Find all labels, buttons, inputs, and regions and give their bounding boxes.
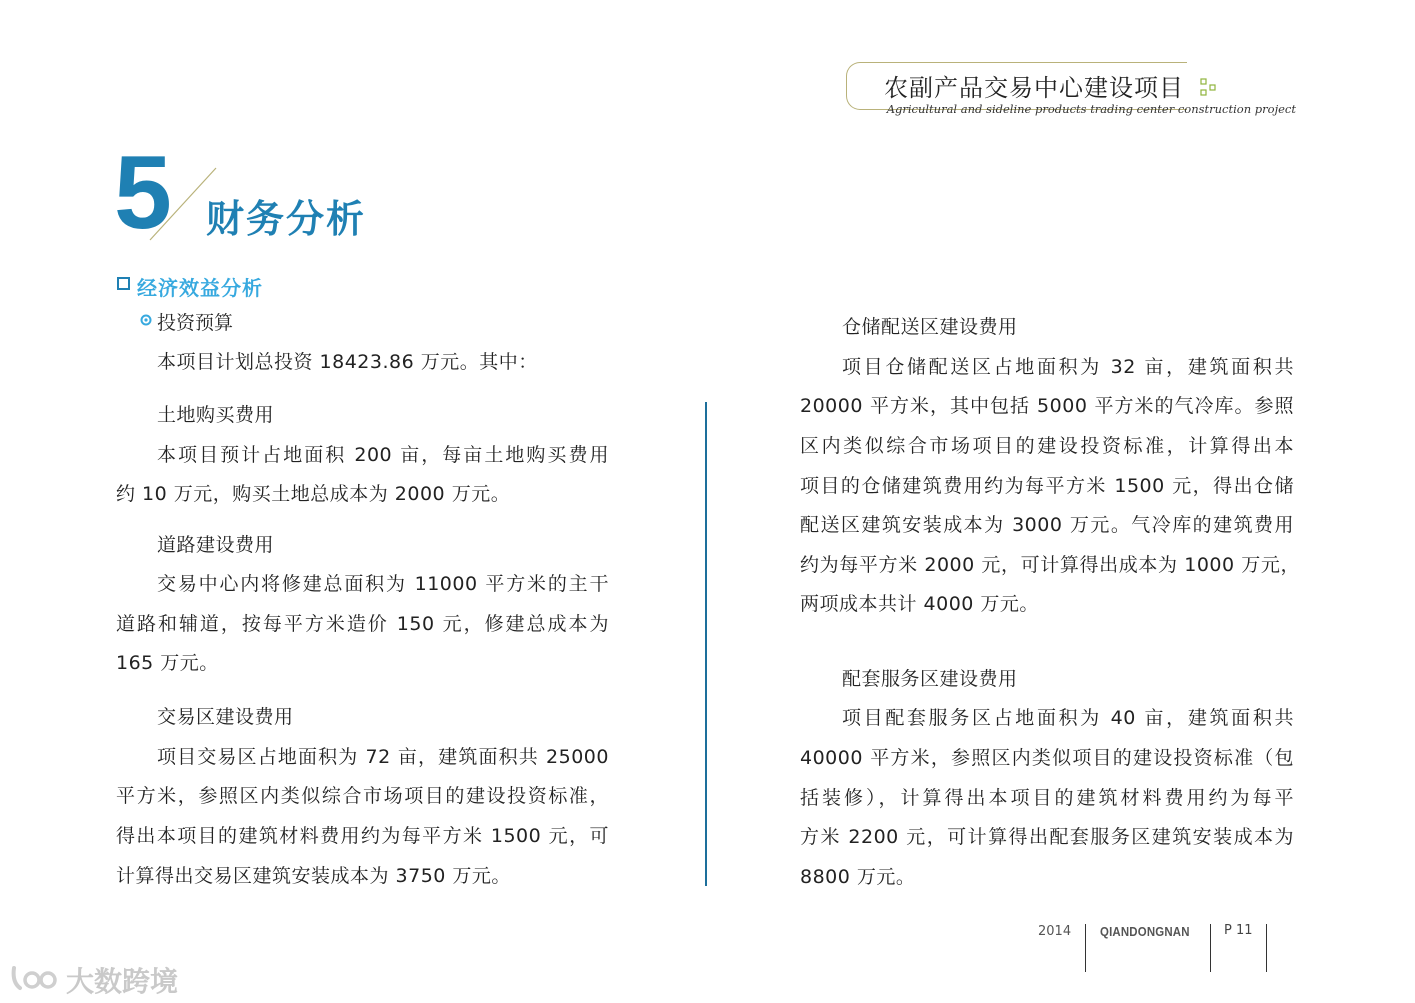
watermark-text: 大数跨境 (66, 965, 179, 998)
footer-divider (1085, 924, 1086, 972)
service-heading: 配套服务区建设费用 (842, 668, 1018, 690)
intro-paragraph: 本项目计划总投资 18423.86 万元。其中： (157, 351, 538, 373)
header-subtitle: Agricultural and sideline products trading center construction project (886, 102, 1296, 116)
header-title: 农副产品交易中心建设项目 (884, 74, 1184, 102)
footer-year: 2014 (1038, 924, 1072, 939)
land-line-1: 本项目预计占地面积 200 亩，每亩土地购买费用 (157, 444, 609, 466)
storage-line-1: 项目仓储配送区占地面积为 32 亩，建筑面积共 (842, 356, 1294, 378)
watermark-logo-icon (10, 962, 62, 994)
trade-line-3: 得出本项目的建筑材料费用约为每平方米 1500 元，可 (116, 825, 609, 847)
service-line-5: 8800 万元。 (800, 866, 916, 888)
trade-line-2: 平方米，参照区内类似综合市场项目的建设投资标准， (116, 785, 609, 807)
service-line-2: 40000 平方米，参照区内类似项目的建设投资标准（包 (800, 747, 1294, 769)
ring-bullet-icon (140, 314, 152, 326)
road-line-3: 165 万元。 (116, 652, 219, 674)
storage-line-7: 两项成本共计 4000 万元。 (800, 593, 1039, 615)
storage-heading: 仓储配送区建设费用 (842, 316, 1018, 338)
chapter-number: 5 (114, 135, 172, 251)
land-line-2: 约 10 万元，购买土地总成本为 2000 万元。 (116, 483, 511, 505)
road-heading: 道路建设费用 (157, 534, 275, 556)
footer-divider (1210, 924, 1211, 972)
service-line-3: 括装修），计算得出本项目的建筑材料费用约为每平 (800, 787, 1294, 809)
subsection-title: 投资预算 (157, 312, 234, 334)
footer-brand: QIANDONGNAN (1100, 924, 1190, 939)
storage-line-6: 约为每平方米 2000 元，可计算得出成本为 1000 万元， (800, 554, 1300, 576)
storage-line-2: 20000 平方米，其中包括 5000 平方米的气冷库。参照 (800, 395, 1294, 417)
storage-line-4: 项目的仓储建筑费用约为每平方米 1500 元，得出仓储 (800, 475, 1294, 497)
footer-divider (1266, 924, 1267, 972)
chapter-title: 财务分析 (206, 197, 367, 241)
section-title: 经济效益分析 (137, 276, 263, 300)
storage-line-3: 区内类似综合市场项目的建设投资标准，计算得出本 (800, 435, 1294, 457)
page-number: P 11 (1224, 923, 1253, 938)
trade-heading: 交易区建设费用 (157, 706, 294, 728)
land-heading: 土地购买费用 (157, 404, 275, 426)
service-line-1: 项目配套服务区占地面积为 40 亩，建筑面积共 (842, 707, 1294, 729)
trade-line-1: 项目交易区占地面积为 72 亩，建筑面积共 25000 (157, 746, 609, 768)
road-line-1: 交易中心内将修建总面积为 11000 平方米的主干 (157, 573, 609, 595)
trade-line-4: 计算得出交易区建筑安装成本为 3750 万元。 (116, 865, 511, 887)
road-line-2: 道路和辅道，按每平方米造价 150 元，修建总成本为 (116, 613, 609, 635)
column-divider (705, 402, 707, 886)
grid-dots-icon (1200, 78, 1220, 96)
square-bullet-icon (117, 277, 130, 290)
storage-line-5: 配送区建筑安装成本为 3000 万元。气冷库的建筑费用 (800, 514, 1294, 536)
service-line-4: 方米 2200 元，可计算得出配套服务区建筑安装成本为 (800, 826, 1294, 848)
